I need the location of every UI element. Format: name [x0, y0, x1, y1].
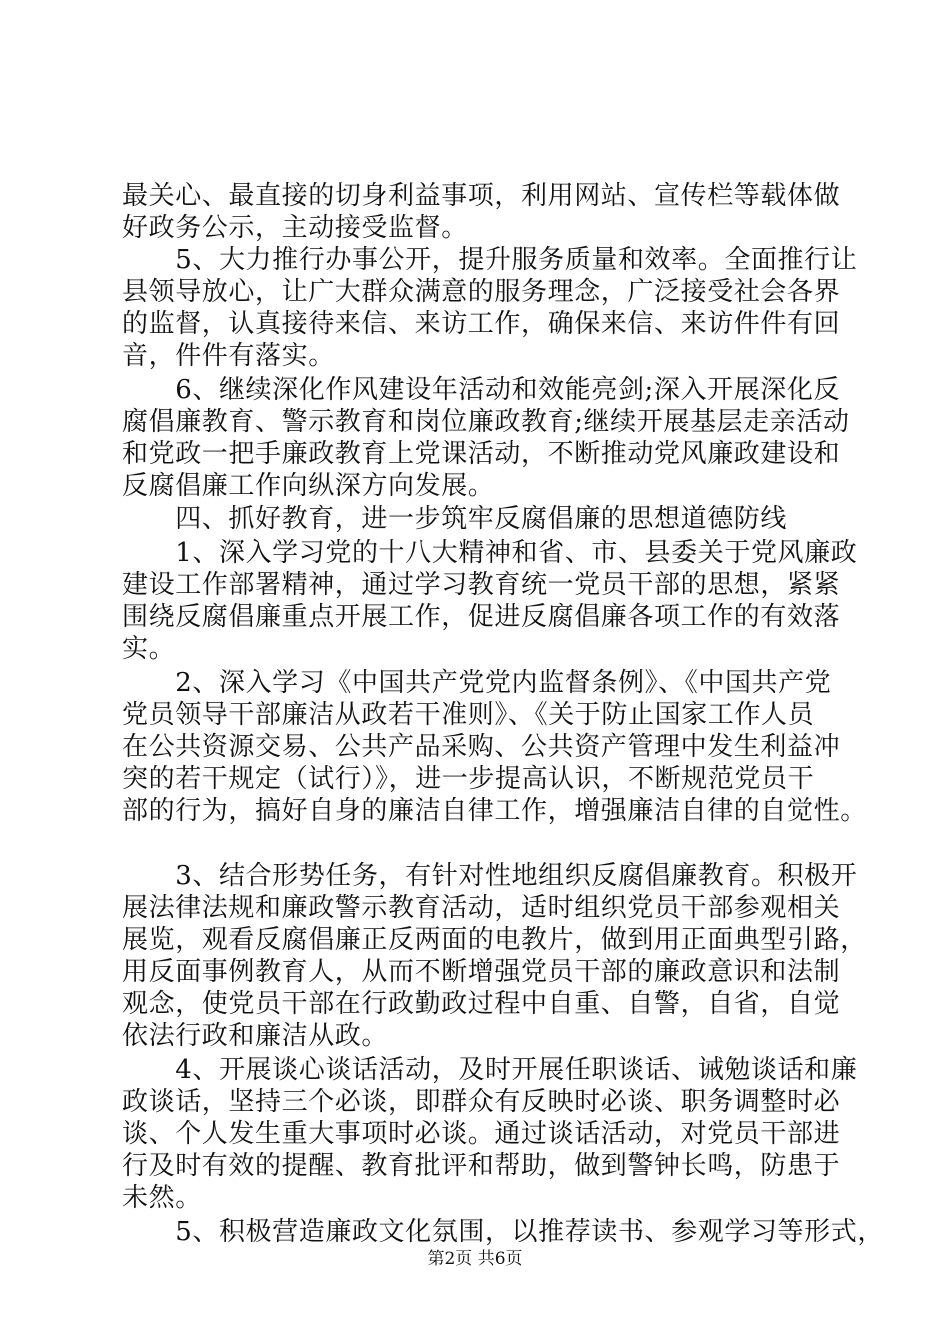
body-text-line: 腐倡廉教育、警示教育和岗位廉政教育;继续开展基层走亲活动 — [122, 407, 850, 437]
body-text-line: 好政务公示，主动接受监督。 — [122, 213, 468, 243]
body-text-line: 党员领导干部廉洁从政若干准则》、《关于防止国家工作人员 — [122, 700, 815, 730]
body-text-line: 1、深入学习党的十八大精神和省、市、县委关于党风廉政 — [122, 538, 858, 568]
section-heading: 四、抓好教育，进一步筑牢反腐倡廉的思想道德防线 — [122, 504, 788, 534]
body-text-line: 行及时有效的提醒、教育批评和帮助，做到警钟长鸣，防患于 — [122, 1151, 841, 1181]
body-text-line: 2、深入学习《中国共产党党内监督条例》、《中国共产党 — [122, 668, 832, 698]
body-text-line: 展览，观看反腐倡廉正反两面的电教片，做到用正面典型引路， — [122, 925, 867, 955]
body-text-line: 反腐倡廉工作向纵深方向发展。 — [122, 471, 495, 501]
body-text-line: 的监督，认真接待来信、来访工作，确保来信、来访件件有回 — [122, 309, 841, 339]
body-text-line: 音，件件有落实。 — [122, 341, 335, 371]
body-text-line: 用反面事例教育人，从而不断增强党员干部的廉政意识和法制 — [122, 957, 841, 987]
body-text-line: 5、积极营造廉政文化氛围，以推荐读书、参观学习等形式， — [122, 1217, 884, 1247]
body-text-line: 5、大力推行办事公开，提升服务质量和效率。全面推行让 — [122, 245, 858, 275]
body-text-line: 政谈话，坚持三个必谈，即群众有反映时必谈、职务调整时必 — [122, 1087, 841, 1117]
body-text-line: 未然。 — [122, 1183, 202, 1213]
body-text-line: 县领导放心，让广大群众满意的服务理念，广泛接受社会各界 — [122, 277, 841, 307]
body-text-line: 3、结合形势任务，有针对性地组织反腐倡廉教育。积极开 — [122, 861, 858, 891]
body-text-line: 和党政一把手廉政教育上党课活动，不断推动党风廉政建设和 — [122, 439, 841, 469]
body-text-line: 依法行政和廉洁从政。 — [122, 1021, 389, 1051]
body-text-line: 展法律法规和廉政警示教育活动，适时组织党员干部参观相关 — [122, 893, 841, 923]
body-text-line: 实。 — [122, 634, 176, 664]
body-text-line: 在公共资源交易、公共产品采购、公共资产管理中发生利益冲 — [122, 732, 841, 762]
body-text-line: 最关心、最直接的切身利益事项，利用网站、宣传栏等载体做 — [122, 181, 841, 211]
body-text-line: 观念，使党员干部在行政勤政过程中自重、自警，自省，自觉 — [122, 989, 841, 1019]
body-text-line: 建设工作部署精神，通过学习教育统一党员干部的思想，紧紧 — [122, 570, 841, 600]
body-text-line: 部的行为，搞好自身的廉洁自律工作，增强廉洁自律的自觉性。 — [122, 796, 867, 826]
body-text-line: 4、开展谈心谈话活动，及时开展任职谈话、诫勉谈话和廉 — [122, 1055, 858, 1085]
body-text-line: 谈、个人发生重大事项时必谈。通过谈话活动，对党员干部进 — [122, 1119, 841, 1149]
page-number-footer: 第2页 共6页 — [427, 1249, 523, 1269]
body-text-line: 围绕反腐倡廉重点开展工作，促进反腐倡廉各项工作的有效落 — [122, 602, 841, 632]
body-text-line: 突的若干规定（试行）》，进一步提高认识，不断规范党员干 — [122, 764, 815, 794]
body-text-line: 6、继续深化作风建设年活动和效能亮剑;深入开展深化反 — [122, 375, 841, 405]
